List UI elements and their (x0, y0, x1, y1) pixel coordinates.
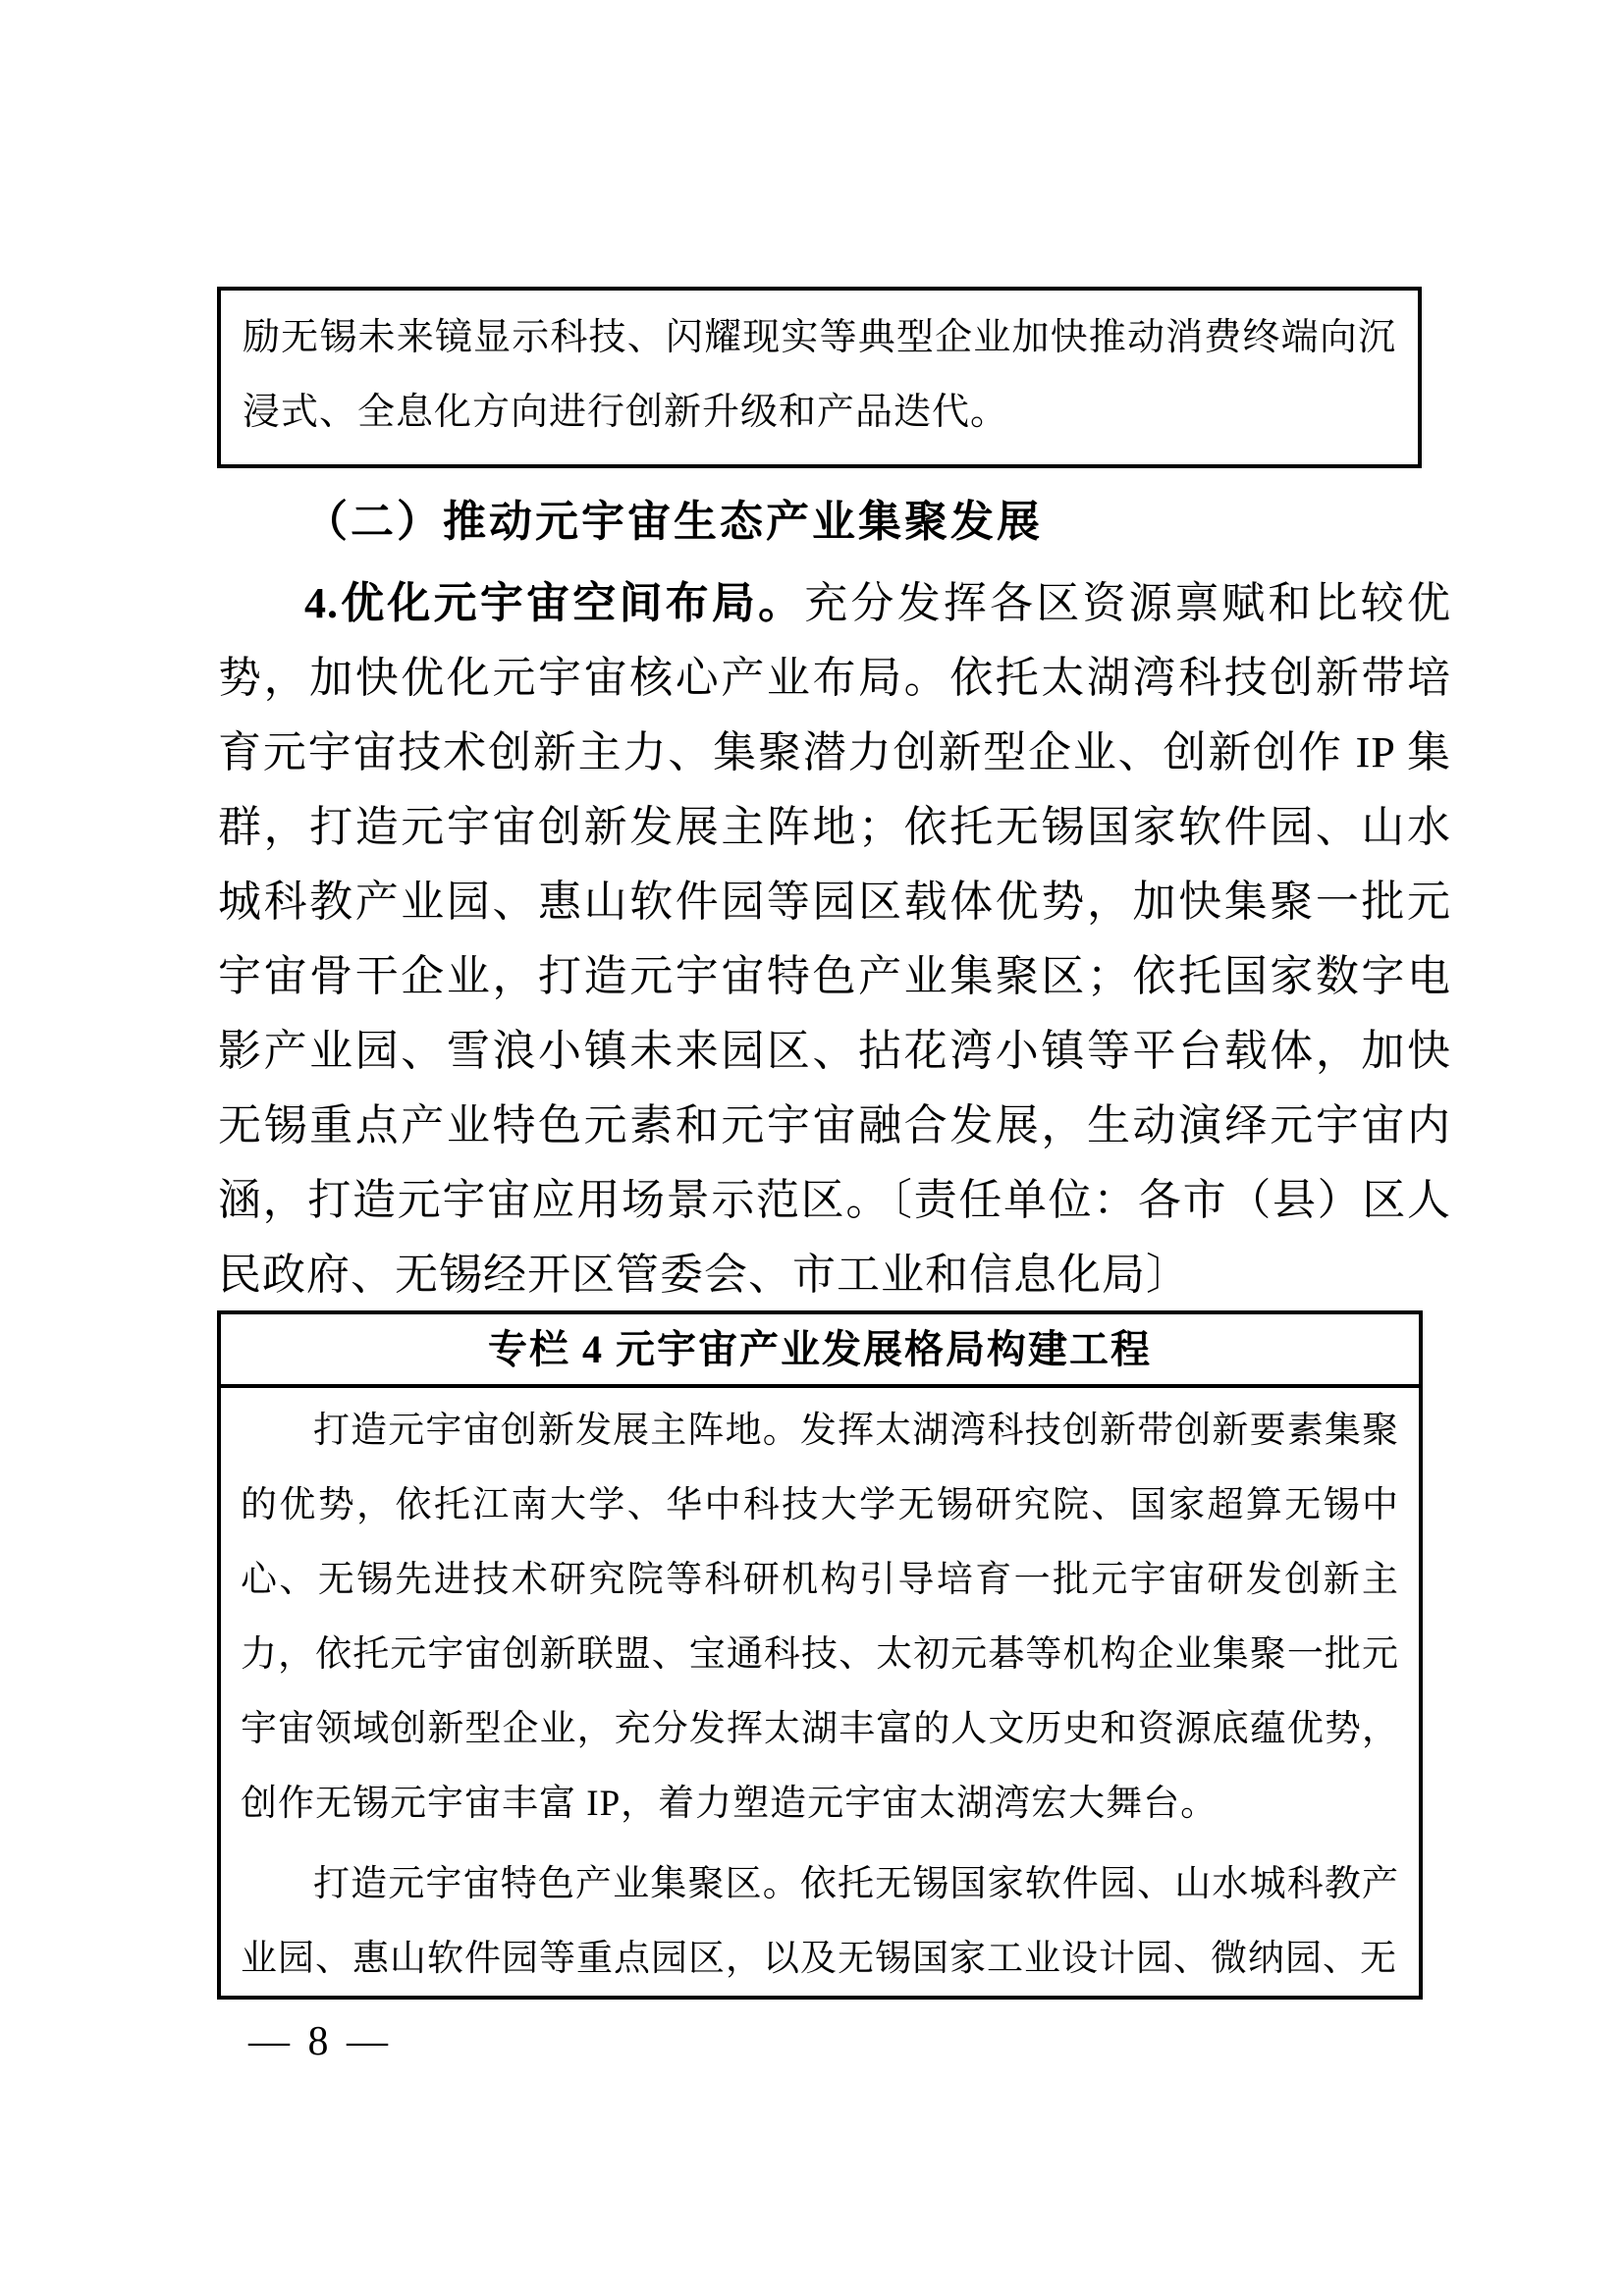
paragraph-body-text: 充分发挥各区资源禀赋和比较优势，加快优化元宇宙核心产业布局。依托太湖湾科技创新带培育元宇宙技术创新主力、集聚潜力创新型企业、创新创作 IP 集群，打造元宇宙创新发展主阵地；依托无锡国家软件园、山水城科教产业园、惠山软件园等园区载体优势，加快集聚一批元宇宙骨干企业，打造元宇宙特色产业集聚区；依托国家数字电影产业园、雪浪小镇未来园区、拈花湾小镇等平台载体，加快无锡重点产业特色元素和元宇宙融合发展，生动演绎元宇宙内涵，打造元宇宙应用场景示范区。〔责任单位：各市（县）区人民政府、无锡经开区管委会、市工业和信息化局〕 (218, 579, 1452, 1299)
column-paragraph-2: 打造元宇宙特色产业集聚区。依托无锡国家软件园、山水城科教产业园、惠山软件园等重点园区，以及无锡国家工业设计园、微纳园、无 (241, 1864, 1399, 1979)
callout-continued-text: 励无锡未来镜显示科技、闪耀现实等典型企业加快推动消费终端向沉浸式、全息化方向进行创新升级和产品迭代。 (243, 317, 1396, 433)
special-column-box (217, 1310, 1423, 2000)
column-box-title: 专栏 4 元宇宙产业发展格局构建工程 (221, 1314, 1419, 1388)
section-heading: （二）推动元宇宙生态产业集聚发展 (304, 498, 1043, 546)
body-paragraph (218, 566, 1451, 1312)
paragraph-lead: 4.优化元宇宙空间布局。 (304, 579, 805, 627)
page-number: — 8 — (248, 2019, 392, 2064)
column-box-body (221, 1388, 1419, 1996)
column-paragraph-1: 打造元宇宙创新发展主阵地。发挥太湖湾科技创新带创新要素集聚的优势，依托江南大学、华中科技大学无锡研究院、国家超算无锡中心、无锡先进技术研究院等科研机构引导培育一批元宇宙研发创新主力，依托元宇宙创新联盟、宝通科技、太初元碁等机构企业集聚一批元宇宙领域创新型企业，充分发挥太湖丰富的人文历史和资源底蕴优势，创作无锡元宇宙丰富 IP，着力塑造元宇宙太湖湾宏大舞台。 (241, 1411, 1399, 1824)
callout-box-continued (217, 287, 1422, 468)
